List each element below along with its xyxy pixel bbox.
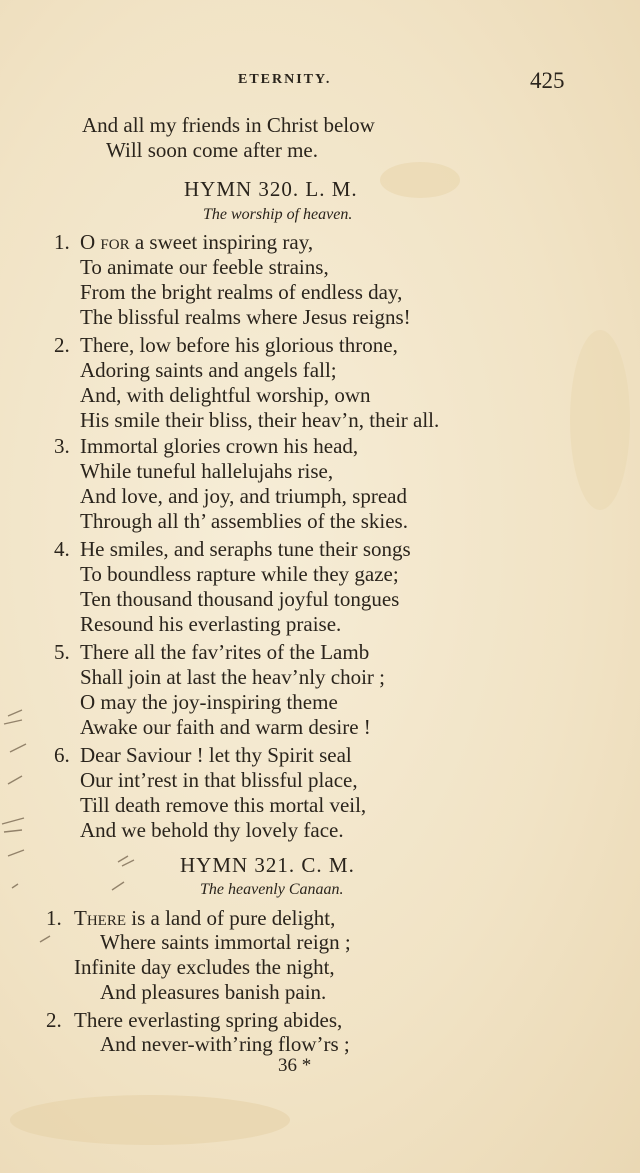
verse-line: And love, and joy, and triumph, spread (80, 484, 407, 508)
verse-first-word: O for (80, 230, 130, 254)
stanza-number: 5. (54, 640, 70, 664)
verse-line: While tuneful hallelujahs rise, (80, 459, 334, 483)
verse-line: He smiles, and seraphs tune their songs (80, 537, 411, 561)
hymn-subtitle: The worship of heaven. (203, 206, 353, 223)
verse-line: To boundless rapture while they gaze; (80, 562, 399, 586)
verse-line: There everlasting spring abides, (74, 1008, 343, 1032)
stanza-number: 3. (54, 434, 70, 458)
verse-line: O may the joy-inspiring theme (80, 690, 338, 714)
verse-line (80, 230, 313, 254)
verse-line: Will soon come after me. (106, 138, 318, 162)
verse-line: Our int’rest in that blissful place, (80, 768, 358, 792)
verse-line: Shall join at last the heav’nly choir ; (80, 665, 386, 689)
verse-first-rest: is a land of pure delight, (126, 906, 336, 930)
hymn-title: HYMN 320. L. M. (184, 177, 358, 201)
verse-line: To animate our feeble strains, (80, 255, 329, 279)
hymn-title: HYMN 321. C. M. (180, 853, 355, 877)
verse-line: And we behold thy lovely face. (80, 818, 344, 842)
verse-line: And pleasures banish pain. (100, 980, 327, 1004)
running-title: ETERNITY. (238, 72, 332, 87)
verse-line: Resound his everlasting praise. (80, 612, 342, 636)
verse-line: Awake our faith and warm desire ! (80, 715, 371, 739)
verse-line: Dear Saviour ! let thy Spirit seal (80, 743, 352, 767)
verse-line: Ten thousand thousand joyful tongues (80, 587, 400, 611)
verse-line: His smile their bliss, their heav’n, their all. (80, 408, 440, 432)
verse-line: And never-with’ring flow’rs ; (100, 1032, 350, 1056)
stanza-number: 4. (54, 537, 70, 561)
verse-line: Adoring saints and angels fall; (80, 358, 337, 382)
stanza-number: 2. (54, 333, 70, 357)
verse-line: Where saints immortal reign ; (100, 930, 351, 954)
verse-line: Infinite day excludes the night, (74, 955, 335, 979)
stanza-number: 6. (54, 743, 70, 767)
verse-first-word: There (74, 906, 126, 930)
verse-line: And, with delightful worship, own (80, 383, 371, 407)
verse-line: The blissful realms where Jesus reigns! (80, 305, 411, 329)
verse-line: Till death remove this mortal veil, (80, 793, 367, 817)
verse-line: There all the fav’rites of the Lamb (80, 640, 370, 664)
stanza-number: 1. (46, 906, 62, 930)
page-number: 425 (530, 68, 565, 93)
verse-first-rest: a sweet inspiring ray, (129, 230, 314, 254)
verse-line (74, 906, 335, 930)
stanza-number: 1. (54, 230, 70, 254)
verse-line: Immortal glories crown his head, (80, 434, 359, 458)
verse-line: There, low before his glorious throne, (80, 333, 398, 357)
page-header (0, 68, 640, 98)
verse-line: From the bright realms of endless day, (80, 280, 403, 304)
verse-line: And all my friends in Christ below (82, 113, 375, 137)
signature-mark: 36 * (278, 1055, 312, 1076)
hymn-subtitle: The heavenly Canaan. (200, 881, 344, 898)
stanza-number: 2. (46, 1008, 62, 1032)
verse-line: Through all th’ assemblies of the skies. (80, 509, 408, 533)
